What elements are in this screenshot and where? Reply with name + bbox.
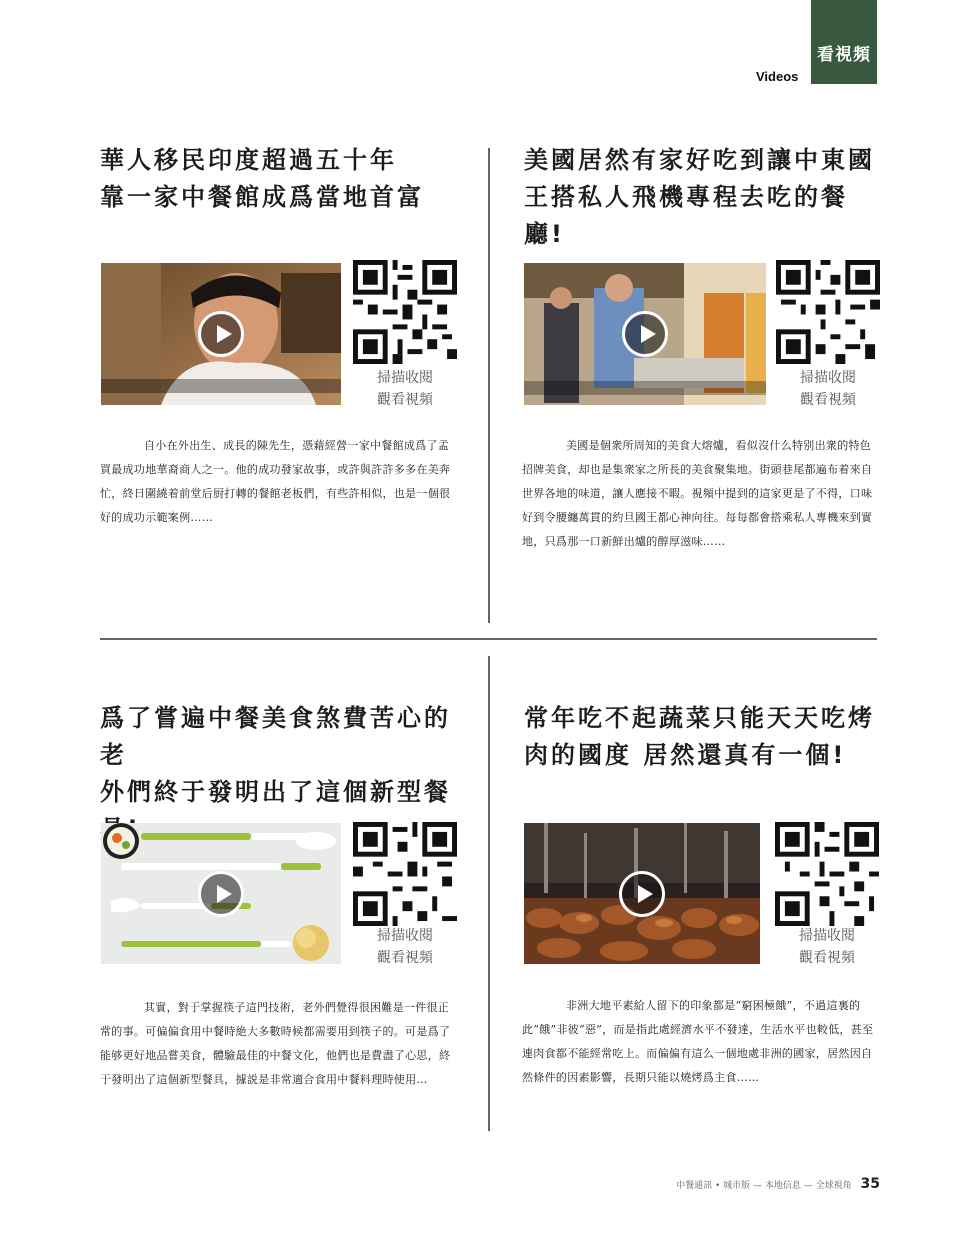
article-body: 非洲大地平素給人留下的印象都是“窮困極餓”，不過這裏的此“餓”非彼“惡”，而是指此處經濟水平不發達，生活水平也較低，甚至連肉食都不能經常吃上。而偏偏有這么一個地處非洲的國家，居然因自然條件的因素影響，長期只能以燒烤爲主食…… [522, 999, 874, 1084]
title-line: 常年吃不起蔬菜只能天天吃烤 [524, 704, 875, 732]
scan-line: 觀看視頻 [800, 392, 856, 408]
article-title [524, 142, 884, 253]
video-thumbnail[interactable] [101, 263, 341, 405]
qr-code-icon[interactable] [353, 260, 457, 364]
title-line: 華人移民印度超過五十年 [100, 146, 397, 174]
scan-line: 觀看視頻 [799, 950, 855, 966]
section-tag-english: Videos [756, 69, 799, 84]
scan-line: 觀看視頻 [377, 950, 433, 966]
article-body: 自小在外出生、成長的陳先生，憑藉經營一家中餐館成爲了孟買最成功地華裔商人之一。他的成功發家故事，或許與許許多多在美奔忙，終日圍繞着前堂后厨打轉的餐館老板們，有些許相似，也是一個很好的成功示範案例…… [100, 439, 451, 524]
title-line: 美國居然有家好吃到讓中東國 [524, 146, 875, 174]
scan-line: 掃描收閱 [799, 928, 855, 944]
page-footer [620, 1176, 880, 1192]
scan-caption [350, 367, 460, 411]
video-thumbnail[interactable] [101, 823, 341, 964]
qr-code-icon[interactable] [353, 822, 457, 926]
play-button-icon[interactable] [619, 871, 665, 917]
section-tag-label: 看視頻 [817, 45, 871, 65]
title-line: 外們終于發明出了這個新型餐 [100, 778, 451, 806]
article-body: 其實，對于掌握筷子這門技術，老外們覺得很困難是一件很正常的事。可偏偏食用中餐時絶大多數時候都需要用到筷子的。可是爲了能够更好地品嘗美食，體驗最佳的中餐文化，他們也是費盡了心思，終于發明出了這個新型餐具，據説是非常適合食用中餐料理時使用… [100, 1001, 451, 1086]
article-title [524, 700, 884, 774]
scan-caption [773, 367, 883, 411]
row-divider [100, 638, 877, 640]
scan-caption [350, 925, 460, 969]
column-divider-bottom [488, 656, 490, 1131]
qr-code-icon[interactable] [775, 822, 879, 926]
title-line: 靠一家中餐館成爲當地首富 [100, 183, 424, 211]
scan-line: 觀看視頻 [377, 392, 433, 408]
page-number: 35 [860, 1176, 880, 1192]
publication-name: 中餐通訊 • 城市版 — 本地信息 — 全球視角 [676, 1181, 852, 1191]
video-thumbnail[interactable] [524, 263, 766, 405]
title-line: 肉的國度 居然還真有一個! [524, 741, 847, 769]
column-divider-top [488, 148, 490, 623]
article-title [100, 142, 460, 216]
video-thumbnail[interactable] [524, 823, 760, 964]
scan-line: 掃描收閱 [377, 928, 433, 944]
scan-line: 掃描收閱 [800, 370, 856, 386]
play-button-icon[interactable] [198, 311, 244, 357]
title-line: 廳! [524, 220, 565, 248]
title-line: 爲了嘗遍中餐美食煞費苦心的老 [100, 704, 451, 769]
scan-line: 掃描收閱 [377, 370, 433, 386]
title-line: 王搭私人飛機專程去吃的餐 [524, 183, 848, 211]
play-button-icon[interactable] [198, 871, 244, 917]
section-tag [811, 0, 877, 84]
play-button-icon[interactable] [622, 311, 668, 357]
qr-code-icon[interactable] [776, 260, 880, 364]
article-body: 美國是個衆所周知的美食大熔爐，看似沒什么特别出衆的特色招牌美食，却也是集衆家之所長的美食聚集地。街頭巷尾都遍布着來自世界各地的味道，讓人應接不暇。視頻中提到的這家更是了不得，口味好到令腰纏萬貫的約旦國王都心神向往。每每都會搭乘私人專機來到實地，只爲那一口新鮮出爐的醇厚滋味…… [522, 439, 873, 548]
scan-caption [772, 925, 882, 969]
